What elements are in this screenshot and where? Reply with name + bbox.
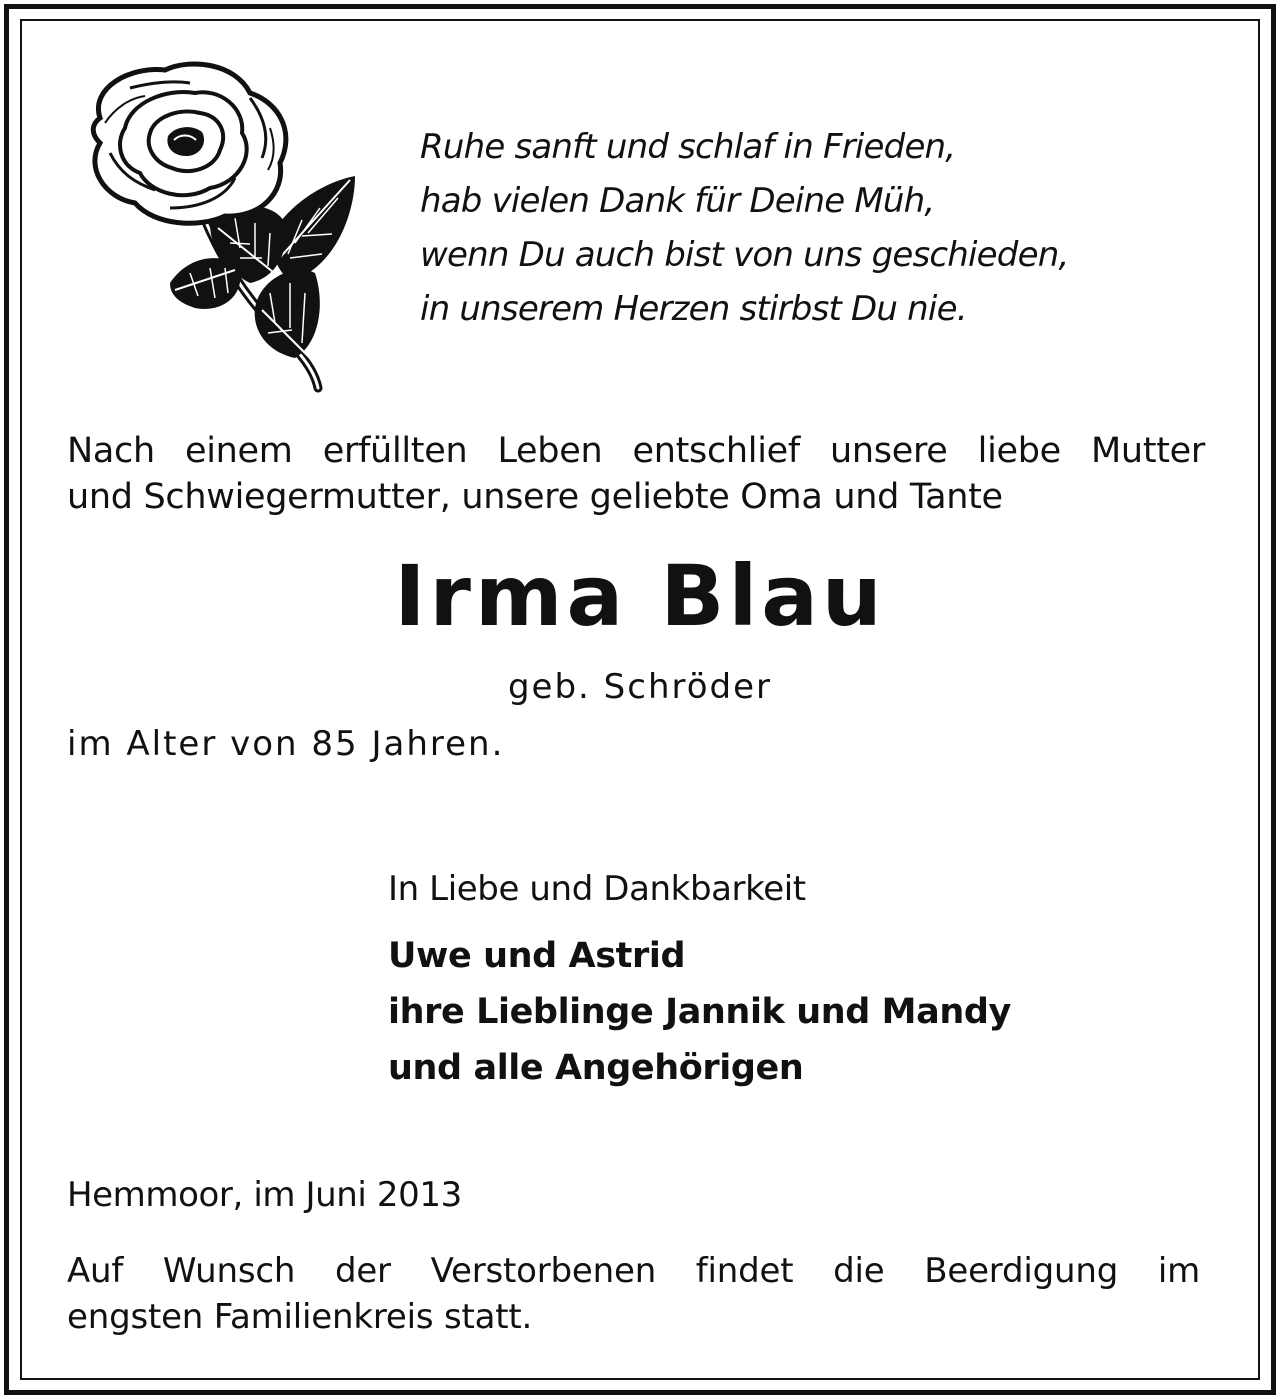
- funeral-notice: [67, 1248, 1200, 1340]
- notice-line: Auf Wunsch der Verstorbenen findet die Beerdigung im: [67, 1251, 1200, 1291]
- intro-line: Nach einem erfüllten Leben entschlief unsere liebe Mutter: [67, 431, 1205, 471]
- mourners-list: [388, 928, 1011, 1096]
- poem-line: Ruhe sanft und schlaf in Frieden,: [420, 127, 956, 167]
- poem-line: wenn Du auch bist von uns geschieden,: [420, 235, 1069, 275]
- signoff-text: In Liebe und Dankbarkeit: [388, 869, 806, 909]
- intro-text: [67, 428, 1205, 520]
- poem-line: hab vielen Dank für Deine Müh,: [420, 181, 935, 221]
- mourner-line: und alle Angehörigen: [388, 1048, 804, 1088]
- poem-line: in unserem Herzen stirbst Du nie.: [420, 289, 967, 329]
- rose-icon: [70, 58, 370, 393]
- deceased-name: Irma Blau: [394, 547, 886, 645]
- place-date: Hemmoor, im Juni 2013: [67, 1175, 462, 1215]
- age-text: im Alter von 85 Jahren.: [67, 724, 505, 764]
- poem: [420, 120, 1069, 336]
- mourner-line: ihre Lieblinge Jannik und Mandy: [388, 992, 1011, 1032]
- intro-line: und Schwiegermutter, unsere geliebte Oma und Tante: [67, 477, 1003, 517]
- maiden-name: geb. Schröder: [507, 667, 773, 707]
- notice-line: engsten Familienkreis statt.: [67, 1297, 533, 1337]
- mourner-line: Uwe und Astrid: [388, 936, 686, 976]
